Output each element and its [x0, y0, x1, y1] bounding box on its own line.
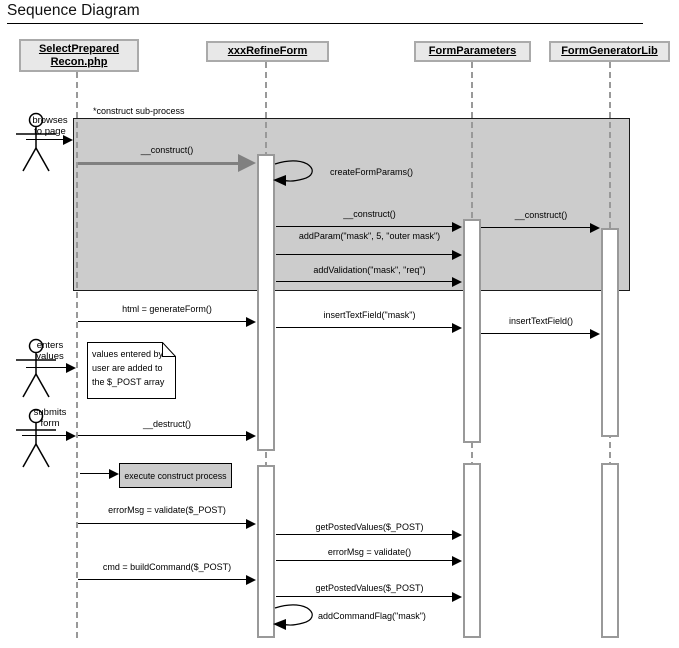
lifeline-head-selectprepared [19, 39, 139, 72]
arrowhead-icon [66, 431, 76, 441]
message-label-inserttextfield-mask: insertTextField("mask") [323, 310, 416, 320]
actor-label-browses: browses to page [32, 115, 68, 137]
arrowhead-icon [452, 556, 462, 566]
arrow-buildcommand [78, 575, 256, 585]
arrowhead-icon [246, 317, 256, 327]
message-label-createformparams: createFormParams() [330, 167, 414, 177]
arrowhead-icon [452, 592, 462, 602]
message-label-inserttextfield: insertTextField() [508, 316, 573, 326]
arrow-addparam [276, 250, 462, 260]
arrowhead-icon [246, 575, 256, 585]
frame-label: *construct sub-process [93, 106, 185, 116]
title-rule [7, 23, 643, 24]
message-label-destruct: __destruct() [142, 419, 192, 429]
lifeline-head-formgeneratorlib [549, 41, 670, 62]
arrow-getpostedvalues-1 [276, 530, 462, 540]
lifeline-head-label: xxxRefineForm [227, 45, 308, 57]
selfloop-addcommandflag [273, 602, 321, 632]
message-label-addcommandflag: addCommandFlag("mask") [318, 611, 426, 621]
arrow-submits-form [22, 431, 76, 441]
arrowhead-icon [109, 469, 119, 479]
execute-construct-box: execute construct process [119, 463, 232, 488]
arrowhead-icon [590, 223, 600, 233]
arrow-construct-genlib [481, 223, 600, 233]
activation-bar-formparameters-1 [463, 219, 481, 443]
note-text: values entered by user are added to the $_POST array [92, 349, 165, 387]
arrow-validate [276, 556, 462, 566]
lifeline-head-label: FormGeneratorLib [561, 45, 658, 57]
selfloop-createformparams [273, 158, 321, 188]
arrow-construct-page [78, 154, 256, 172]
message-label-construct-params: __construct() [343, 209, 396, 219]
note [87, 342, 176, 399]
arrowhead-icon [63, 135, 73, 145]
message-label-getpostedvalues-1: getPostedValues($_POST) [315, 522, 424, 532]
lifeline-head-label: SelectPrepared [38, 42, 120, 55]
lifeline-head-formparameters [414, 41, 531, 62]
arrow-getpostedvalues-2 [276, 592, 462, 602]
message-label-generateform: html = generateForm() [122, 304, 212, 314]
arrow-inserttextfield-mask [276, 323, 462, 333]
message-label-getpostedvalues-2: getPostedValues($_POST) [315, 583, 424, 593]
message-label-addvalidation: addValidation("mask", "req") [313, 265, 426, 275]
lifeline-head-label: FormParameters [428, 45, 517, 57]
arrow-inserttextfield [481, 329, 600, 339]
message-label-validate-post: errorMsg = validate($_POST) [108, 505, 226, 515]
arrow-execute-construct [80, 469, 119, 479]
actor-label-enters: enters values [36, 340, 64, 362]
activation-bar-formgeneratorlib-1 [601, 228, 619, 437]
message-label-construct-genlib: __construct() [514, 210, 568, 220]
activation-bar-formparameters-2 [463, 463, 481, 638]
message-label-addparam: addParam("mask", 5, "outer mask") [298, 231, 441, 241]
activation-bar-refineform-1 [257, 154, 275, 451]
arrow-validate-post [78, 519, 256, 529]
arrow-enters-values [26, 363, 76, 373]
arrowhead-icon [452, 323, 462, 333]
arrow-generateform [78, 317, 256, 327]
arrowhead-icon [66, 363, 76, 373]
message-label-buildcommand: cmd = buildCommand($_POST) [102, 562, 232, 572]
lifeline-head-xxxrefineform [206, 41, 329, 62]
activation-bar-formgeneratorlib-2 [601, 463, 619, 638]
actor-label-submits: submits form [33, 407, 67, 429]
message-label-validate: errorMsg = validate() [327, 547, 412, 557]
arrowhead-icon [590, 329, 600, 339]
arrowhead-icon [452, 277, 462, 287]
arrow-destruct [78, 431, 256, 441]
arrowhead-icon [246, 519, 256, 529]
arrowhead-icon [452, 530, 462, 540]
arrowhead-icon [246, 431, 256, 441]
arrow-browses-to-page [26, 135, 73, 145]
arrowhead-icon [238, 154, 256, 172]
page-title: Sequence Diagram [7, 2, 140, 19]
arrow-addvalidation [276, 277, 462, 287]
message-label-construct-page: __construct() [140, 145, 194, 155]
lifeline-head-label: Recon.php [50, 55, 108, 68]
arrowhead-icon [452, 250, 462, 260]
